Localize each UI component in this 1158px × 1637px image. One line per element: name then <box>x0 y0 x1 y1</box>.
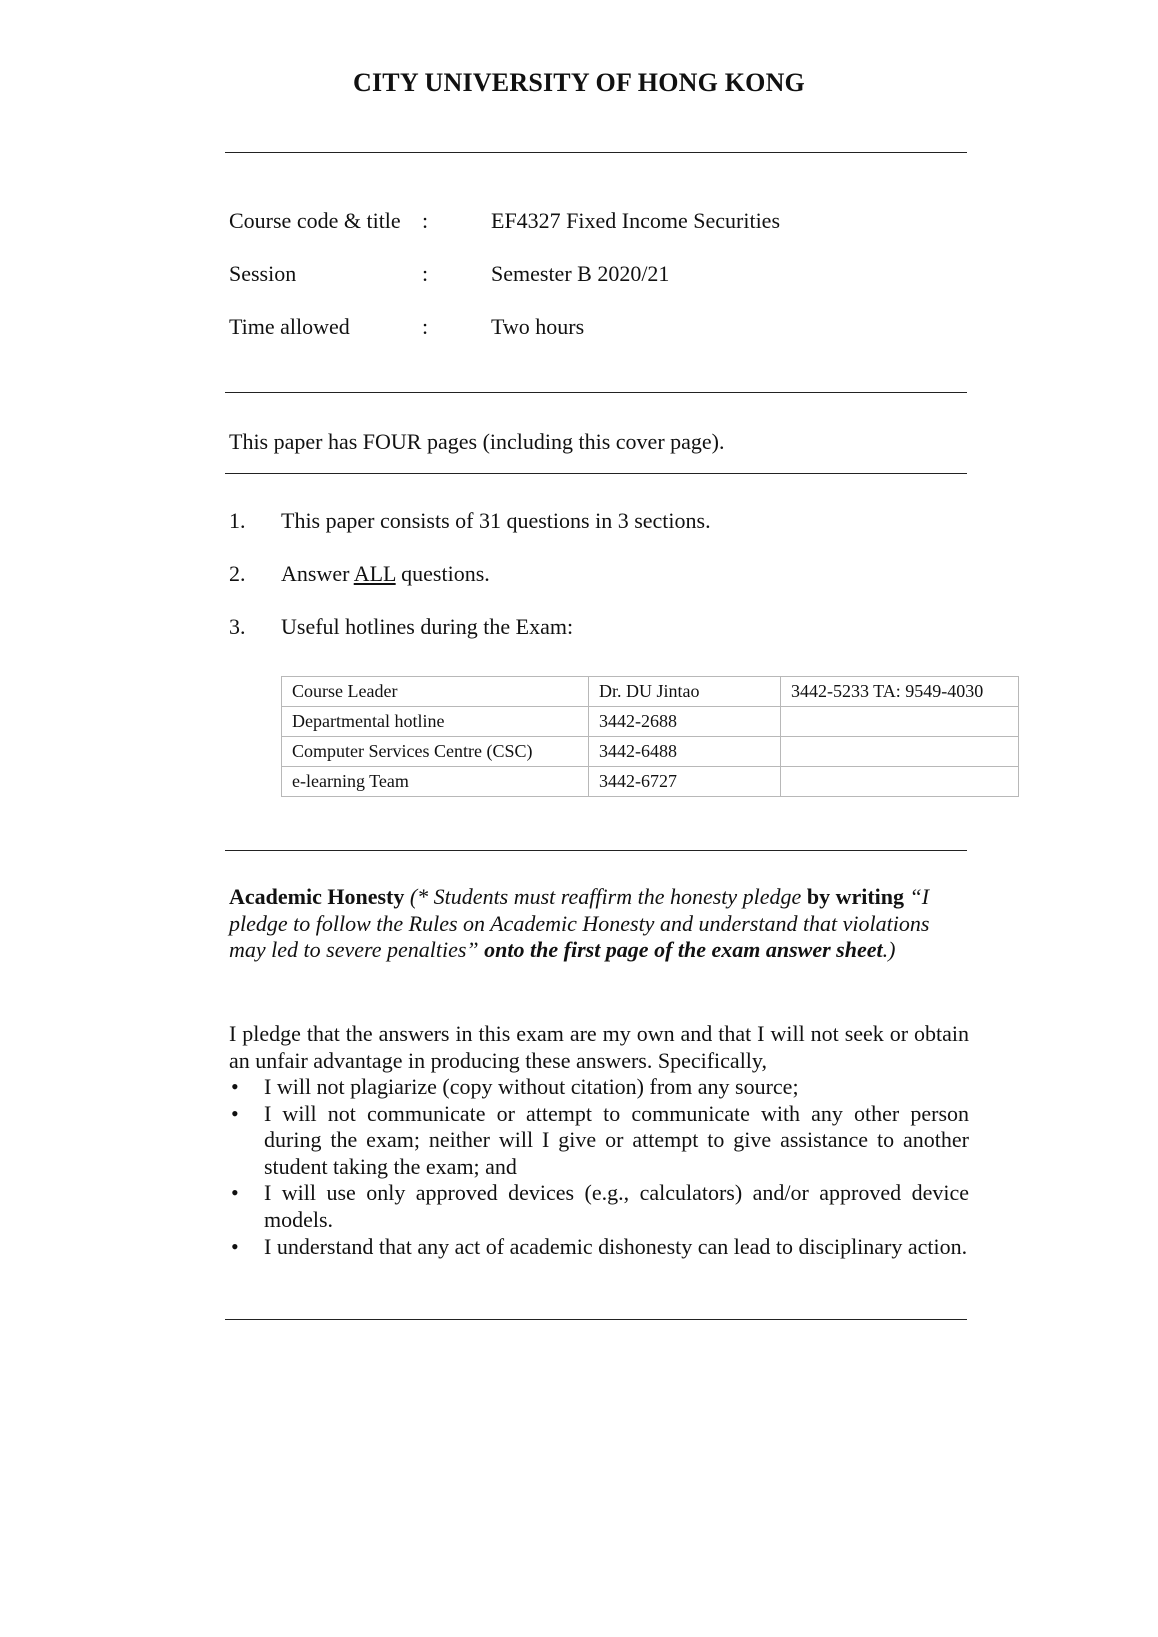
table-cell <box>781 737 1019 767</box>
course-info-value: EF4327 Fixed Income Securities <box>491 208 781 233</box>
list-item <box>229 1234 969 1261</box>
pages-note: This paper has FOUR pages (including this cover page). <box>229 429 725 454</box>
list-item <box>229 1101 969 1181</box>
honesty-pledge-quote: “I pledge to follow the Rules on Academic Honesty and understand that violations may led to severe penalties” <box>229 884 930 962</box>
pledge-item-text: I understand that any act of academic dishonesty can lead to disciplinary action. <box>264 1233 968 1259</box>
table-cell: Dr. DU Jintao <box>589 677 781 707</box>
honesty-instruction-emphasis: by writing <box>806 884 905 909</box>
instruction-text <box>281 561 490 587</box>
bullet-icon: • <box>231 1233 239 1259</box>
bullet-icon: • <box>231 1180 239 1206</box>
table-row <box>282 707 1019 737</box>
bullet-icon: • <box>231 1074 239 1099</box>
table-row <box>282 737 1019 767</box>
course-info-colon: : <box>422 208 429 233</box>
honesty-instruction-text: (* Students must reaffirm the honesty pledge <box>404 884 807 909</box>
table-cell: e-learning Team <box>282 767 589 797</box>
hotlines-table <box>281 676 1019 797</box>
honesty-instruction-text-end: .) <box>882 937 896 962</box>
instruction-text-after: questions. <box>395 561 490 586</box>
instruction-text: This paper consists of 31 questions in 3 sections. <box>281 508 711 533</box>
divider-top <box>225 152 967 153</box>
bullet-icon: • <box>231 1100 239 1126</box>
instruction-emphasis-all: ALL <box>353 561 396 586</box>
instruction-text: Useful hotlines during the Exam: <box>281 614 574 639</box>
pledge-item-text: I will not communicate or attempt to communicate with any other person during the exam; neither will I give or attempt to give assistance to another student taking the exam; and <box>264 1100 969 1179</box>
table-cell: 3442-6488 <box>589 737 781 767</box>
divider-info-bottom <box>225 392 967 393</box>
divider-bottom <box>225 1319 967 1320</box>
instruction-number: 1. <box>229 508 246 533</box>
table-row <box>282 677 1019 707</box>
course-info-label: Course code & title <box>229 208 401 233</box>
table-cell: Computer Services Centre (CSC) <box>282 737 589 767</box>
table-cell <box>781 767 1019 797</box>
pledge-intro: I pledge that the answers in this exam are my own and that I will not seek or obtain an unfair advantage in producing these answers. Specifically, <box>229 1021 969 1073</box>
session-label: Session <box>229 261 297 286</box>
session-value: Semester B 2020/21 <box>491 261 670 286</box>
list-item <box>229 1180 969 1233</box>
time-allowed-value: Two hours <box>491 314 585 339</box>
instruction-text-before: Answer <box>281 561 354 586</box>
pledge-item-text: I will not plagiarize (copy without citation) from any source; <box>264 1074 799 1099</box>
instruction-number: 2. <box>229 561 246 586</box>
pledge-item-text: I will use only approved devices (e.g., calculators) and/or approved device models. <box>264 1180 969 1232</box>
divider-hotlines <box>225 850 967 851</box>
instruction-number: 3. <box>229 614 246 639</box>
table-cell: 3442-2688 <box>589 707 781 737</box>
list-item <box>229 1074 969 1101</box>
time-allowed-colon: : <box>422 314 429 339</box>
table-row <box>282 767 1019 797</box>
table-cell: Departmental hotline <box>282 707 589 737</box>
academic-honesty-heading: Academic Honesty <box>229 884 405 909</box>
table-cell: 3442-6727 <box>589 767 781 797</box>
divider-pages-note <box>225 473 967 474</box>
table-cell <box>781 707 1019 737</box>
session-colon: : <box>422 261 429 286</box>
table-cell: 3442-5233 TA: 9549-4030 <box>781 677 1019 707</box>
university-title: CITY UNIVERSITY OF HONG KONG <box>353 68 805 97</box>
honesty-instruction-emphasis: onto the first page of the exam answer sheet <box>484 937 883 962</box>
time-allowed-label: Time allowed <box>229 314 350 339</box>
table-cell: Course Leader <box>282 677 589 707</box>
academic-honesty-note <box>229 884 969 964</box>
pledge-list <box>229 1074 969 1260</box>
